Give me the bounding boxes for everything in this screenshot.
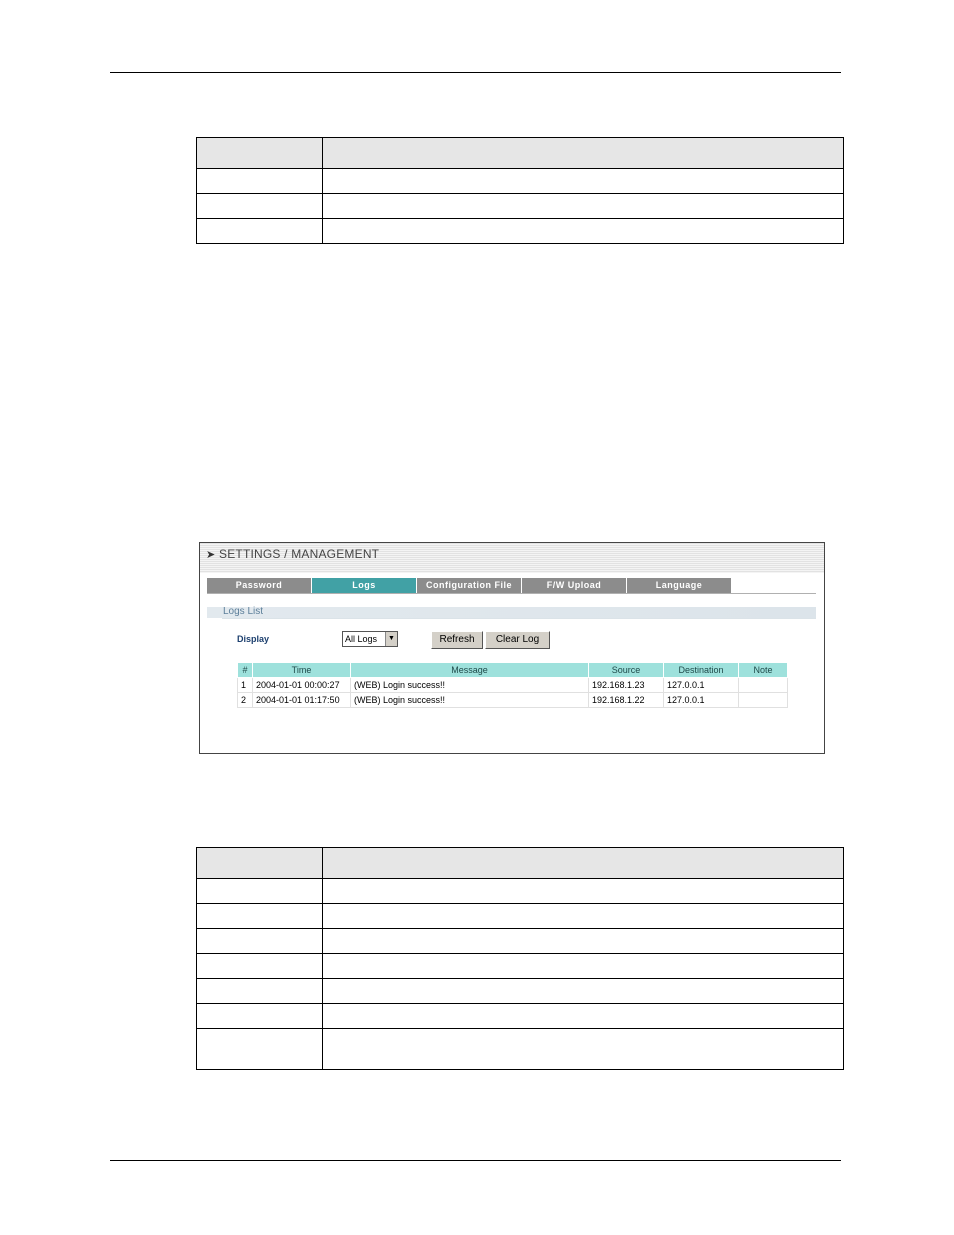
- tab-fw-upload[interactable]: F/W Upload: [522, 578, 627, 593]
- column-header: #: [238, 663, 253, 678]
- column-header: Message: [351, 663, 589, 678]
- tab-underline: [207, 593, 816, 594]
- clear-log-button[interactable]: Clear Log: [485, 631, 550, 649]
- column-header: Time: [253, 663, 351, 678]
- tab-configuration-file[interactable]: Configuration File: [417, 578, 522, 593]
- refresh-button[interactable]: Refresh: [431, 631, 483, 649]
- log-source: 192.168.1.22: [589, 693, 664, 708]
- logs-table: [237, 662, 788, 708]
- log-message: (WEB) Login success!!: [351, 678, 589, 693]
- display-select[interactable]: [342, 631, 398, 647]
- log-note: [739, 693, 788, 708]
- column-header: Note: [739, 663, 788, 678]
- log-index: 1: [238, 678, 253, 693]
- column-header: Destination: [664, 663, 739, 678]
- page-title: SETTINGS / MANAGEMENT: [219, 547, 380, 561]
- logs-screenshot-figure: [199, 542, 825, 754]
- logs-table-header: [238, 663, 788, 678]
- description-table-top: [196, 137, 844, 244]
- section-title: Logs List: [223, 606, 264, 617]
- log-time: 2004-01-01 01:17:50: [253, 693, 351, 708]
- section-divider: [222, 618, 816, 619]
- log-destination: 127.0.0.1: [664, 693, 739, 708]
- description-table-bottom: [196, 847, 844, 1070]
- log-index: 2: [238, 693, 253, 708]
- tab-password[interactable]: Password: [207, 578, 312, 593]
- log-message: (WEB) Login success!!: [351, 693, 589, 708]
- log-note: [739, 678, 788, 693]
- tab-logs[interactable]: Logs: [312, 578, 417, 593]
- tab-language[interactable]: Language: [627, 578, 732, 593]
- table-row: [238, 678, 788, 693]
- tab-bar: [207, 578, 732, 593]
- section-bar: [207, 607, 816, 618]
- chevron-down-icon[interactable]: ▼: [385, 632, 397, 646]
- display-label: Display: [237, 634, 270, 644]
- arrow-icon: ➤: [206, 549, 216, 561]
- log-destination: 127.0.0.1: [664, 678, 739, 693]
- header-rule: [110, 72, 841, 73]
- table-row: [238, 693, 788, 708]
- footer-rule: [110, 1160, 841, 1161]
- display-select-value: All Logs: [345, 634, 378, 644]
- log-time: 2004-01-01 00:00:27: [253, 678, 351, 693]
- log-source: 192.168.1.23: [589, 678, 664, 693]
- column-header: Source: [589, 663, 664, 678]
